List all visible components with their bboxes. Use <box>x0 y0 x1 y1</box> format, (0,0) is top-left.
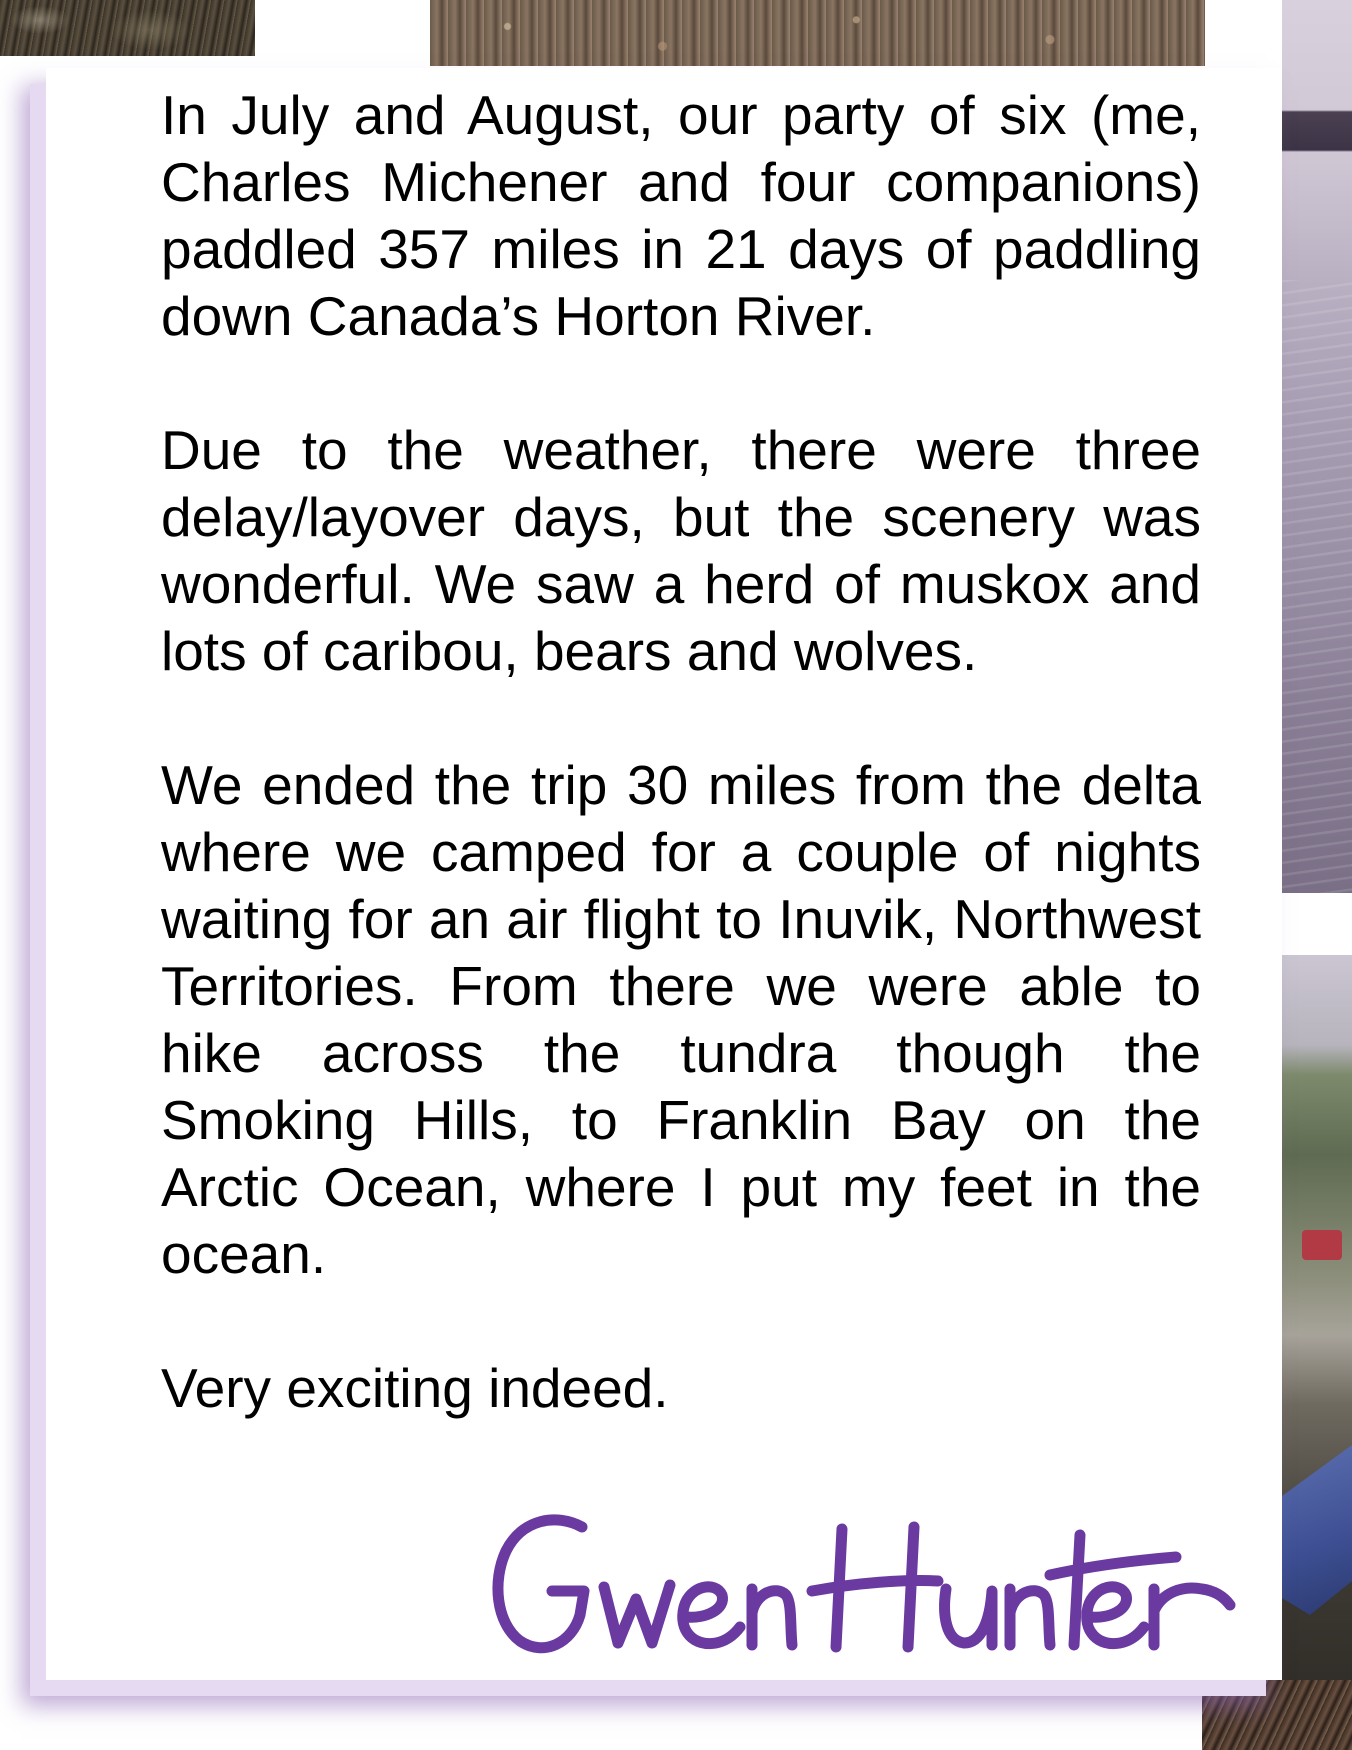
photo-bottom-right <box>1202 1680 1352 1750</box>
story-text <box>161 82 1201 1489</box>
paragraph-1: In July and August, our party of six (me, Charles Michener and four companions) paddled 357 miles in 21 days of paddling down Canada’s Horton River. <box>161 84 1201 347</box>
paragraph-4: Very exciting indeed. <box>161 1357 669 1419</box>
photo-right-upper <box>1282 0 1352 893</box>
photo-top-center <box>430 0 1205 66</box>
paragraph-2: Due to the weather, there were three delay/layover days, but the scenery was wonderful. We saw a herd of muskox and lots of caribou, bears and wolves. <box>161 419 1201 682</box>
photo-right-lower <box>1282 955 1352 1750</box>
signature <box>486 1505 1266 1665</box>
text-card <box>46 68 1282 1680</box>
paragraph-3: We ended the trip 30 miles from the delta where we camped for a couple of nights waiting for an air flight to Inuvik, Northwest Territories. From there we were able to hike across the tundra though the Smoking Hills, to Franklin Bay on the Arctic Ocean, where I put my feet in the ocean. <box>161 754 1201 1285</box>
photo-top-left <box>0 0 255 56</box>
